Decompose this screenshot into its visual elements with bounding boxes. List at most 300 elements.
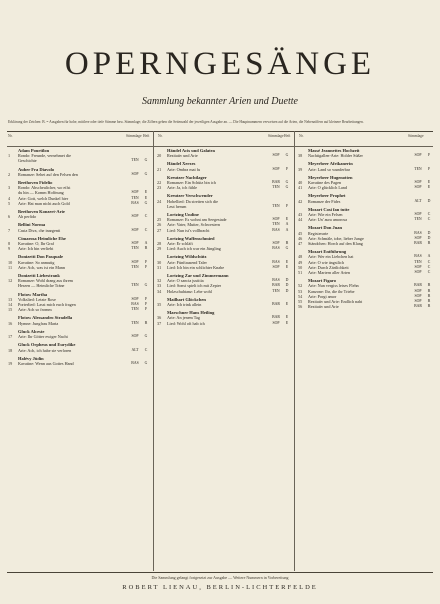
volume-letter: B	[427, 283, 431, 288]
voice-type: SOP	[131, 227, 139, 232]
voice-type: SOP	[131, 334, 139, 339]
entry-title: Arie: Porgi amor	[308, 293, 337, 299]
volume-letter: E	[144, 190, 148, 195]
entry-title: Casta Diva, che inargenti	[18, 227, 61, 233]
composer-work: Marschner Hans Heiling	[167, 310, 215, 316]
composer-work: Kreutzer Verschwender	[167, 193, 213, 199]
composer-work: Lortzing Undine	[167, 212, 199, 218]
column-divider	[294, 131, 295, 571]
volume-letter: E	[427, 185, 431, 190]
composer-work: Lortzing Wildschütz	[167, 254, 207, 260]
entry-row	[157, 246, 291, 251]
entry-number: 2	[8, 171, 11, 177]
entry-row	[8, 228, 150, 233]
entry-row	[8, 172, 150, 177]
entry-number: 52	[298, 283, 303, 289]
composer-work: Meyerbeer Prophet	[308, 193, 346, 199]
volume-letter: C	[427, 217, 431, 222]
entry-number: 12	[8, 278, 13, 284]
voice-type: SOP	[414, 153, 422, 158]
header-page-2: Heft	[284, 134, 291, 138]
volume-letter: E	[285, 315, 289, 320]
composer-work: Flotow Alessandro Stradella	[18, 315, 73, 321]
entry-title: Arie: Fünftausend Taler	[167, 259, 207, 265]
voice-type: SOP	[272, 241, 280, 246]
volume-letter: D	[285, 278, 289, 283]
entry-title: Arie: Ach, was ist ein Mann	[18, 264, 65, 270]
entry-number: 3	[8, 185, 11, 191]
volume-letter: F	[427, 166, 431, 171]
entry-number: 35	[157, 302, 162, 308]
entry-number: 48	[298, 254, 303, 260]
volume-letter: G	[285, 180, 289, 185]
entry-number: 4	[8, 195, 11, 201]
composer-work: Massé Jeannettes Hochzeit	[308, 148, 360, 153]
entry-title: Arie: Ja, ich fühle	[167, 185, 197, 191]
voice-type: BAR	[414, 283, 422, 288]
entry-number: 6	[8, 214, 11, 220]
volume-letter: B	[427, 288, 431, 293]
entry-title: Arie: O wie ängstlich	[308, 259, 344, 265]
volume-letter: G	[285, 185, 289, 190]
volume-letter: B	[427, 241, 431, 246]
volume-letter: G	[144, 200, 148, 205]
header-page-1: Heft	[143, 134, 150, 138]
entry-number: 36	[157, 315, 162, 321]
entry-row	[8, 321, 150, 326]
page-subtitle: Sammlung bekannter Arien und Duette	[142, 96, 298, 107]
composer-work: Händel Acis und Galatea	[167, 148, 215, 153]
composer-work: Meyerbeer Afrikanerin	[308, 161, 353, 167]
entry-number: 5	[8, 200, 11, 206]
entry-number: 34	[157, 288, 162, 294]
column-2	[157, 148, 291, 548]
voice-type: TEN	[414, 166, 422, 171]
voice-type: SOP	[414, 235, 422, 240]
entry-number: 32	[157, 278, 162, 284]
volume-letter: G	[285, 246, 289, 251]
entry-row	[8, 348, 150, 353]
entry-number: 24	[157, 198, 162, 204]
entry-number: 29	[157, 246, 162, 252]
header-no-1: Nr.	[8, 134, 13, 138]
entry-number: 15	[8, 307, 13, 313]
volume-letter: B	[144, 246, 148, 251]
entry-number: 21	[157, 166, 162, 172]
voice-type: BAS	[131, 200, 139, 205]
entry-number: 41	[298, 185, 303, 191]
composer-work: Gluck Orpheus und Eurydike	[18, 342, 76, 348]
volume-letter: F	[144, 296, 148, 301]
entry-title: Arie: Ich bin verliebt	[18, 246, 54, 252]
composer-work: Beethoven Fidelio	[18, 180, 53, 186]
entry-row	[298, 217, 433, 222]
volume-letter: G	[144, 158, 148, 163]
voice-type: SOP	[414, 270, 422, 275]
entry-title: Geschichte	[18, 158, 37, 164]
entry-number: 11	[8, 264, 13, 270]
voice-type: BAR	[414, 241, 422, 246]
entry-title: Lied: Wohl oft hab ich	[167, 320, 205, 326]
header-voice-3: Stimmlage	[408, 134, 424, 138]
entry-row	[8, 307, 150, 312]
composer-work: Adam Pourtilon	[18, 148, 50, 153]
composer-work: Flotow Martha	[18, 291, 48, 297]
voice-type: TEN	[414, 217, 422, 222]
volume-letter: A	[427, 254, 431, 259]
bottom-rule	[7, 572, 433, 573]
entry-title: Arie: Un' aura amorosa	[308, 217, 348, 223]
voice-type: SOP	[414, 293, 422, 298]
entry-number: 27	[157, 227, 162, 233]
entry-title: Arie: Er schläft	[167, 241, 193, 247]
volume-letter: E	[285, 259, 289, 264]
voice-type: SOP	[272, 217, 280, 222]
entry-number: 51	[298, 270, 303, 276]
publisher-imprint: ROBERT LIENAU, BERLIN-LICHTERFELDE	[122, 584, 318, 591]
entry-title: Ständchen: Horch auf den Klang	[308, 241, 363, 247]
entry-number: 26	[157, 222, 162, 228]
entry-number: 42	[298, 198, 303, 204]
composer-work: Donizetti Liebestrank	[18, 273, 60, 279]
entry-row	[157, 228, 291, 233]
entry-title: Rezitativ und Arie	[308, 304, 339, 310]
volume-letter: D	[427, 198, 431, 203]
volume-letter: F	[144, 264, 148, 269]
volume-letter: B	[427, 299, 431, 304]
entry-number: 33	[157, 283, 162, 289]
entry-row	[298, 185, 433, 190]
voice-type: TEN	[414, 259, 422, 264]
voice-type: BAS	[272, 227, 280, 232]
entry-title: Lied: Auch ich war ein Jüngling	[167, 246, 221, 252]
entry-number: 46	[298, 235, 303, 241]
composer-work: Lortzing Zar und Zimmermann	[167, 273, 229, 279]
entry-title: Romanze: Ein Schütz bin ich	[167, 180, 216, 186]
entry-number: 19	[8, 360, 13, 366]
entry-row	[8, 334, 150, 339]
entry-row	[298, 153, 433, 158]
volume-letter: F	[144, 259, 148, 264]
entry-number: 47	[298, 241, 303, 247]
entry-number: 38	[298, 153, 303, 159]
voice-type: SOP	[414, 212, 422, 217]
entry-number: 50	[298, 264, 303, 270]
voice-type: TEN	[131, 195, 139, 200]
entry-number	[157, 204, 167, 209]
volume-letter: F	[285, 203, 289, 208]
voice-type: SOP	[414, 288, 422, 293]
entry-number: 14	[8, 302, 13, 308]
volume-letter: C	[144, 214, 148, 219]
entry-row	[8, 361, 150, 366]
voice-type: BAR	[272, 180, 280, 185]
voice-type: TEN	[131, 307, 139, 312]
entry-row	[8, 158, 150, 163]
voice-type: SOP	[272, 264, 280, 269]
column-divider	[153, 131, 154, 571]
entry-title: Kavatine: So anmutig	[18, 259, 55, 265]
composer-work: Kreutzer Nachtlager	[167, 174, 207, 180]
entry-number: 43	[298, 212, 303, 218]
entry-number: 17	[8, 334, 13, 340]
voice-type: SOP	[131, 296, 139, 301]
entry-row	[157, 265, 291, 270]
voice-type: SOP	[414, 185, 422, 190]
voice-type: BAS	[272, 246, 280, 251]
entry-number: 49	[298, 259, 303, 265]
voice-type: TEN	[272, 222, 280, 227]
entry-title: Arie: Wie ein Felsen	[308, 212, 343, 218]
voice-type: BAS	[131, 302, 139, 307]
entry-row	[8, 283, 150, 288]
entry-title: Volkslied: Letzte Rose	[18, 296, 56, 302]
entry-title: Herzen — Heimliche Träne	[18, 283, 65, 289]
column-1	[8, 148, 150, 548]
volume-letter: E	[285, 264, 289, 269]
entry-title: Nachtigallen-Arie: Holder Süßer	[308, 153, 363, 159]
entry-title: Rondo: Freunde, vernehmet die	[18, 153, 72, 159]
header-rule	[7, 146, 433, 147]
voice-type: TEN	[272, 288, 280, 293]
header-no-2: Nr.	[158, 134, 163, 138]
voice-type: SOP	[131, 190, 139, 195]
entry-title: Arie: Land so wunderbar	[308, 166, 350, 172]
entry-row	[157, 321, 291, 326]
entry-number: 18	[8, 347, 13, 353]
volume-letter: C	[144, 227, 148, 232]
entry-number: 40	[298, 180, 303, 186]
volume-letter: C	[427, 264, 431, 269]
entry-title: Holzschuhtanz: Lebe wohl	[167, 288, 212, 294]
column-3	[298, 148, 433, 548]
composer-work: Händel Xerxes	[167, 161, 196, 167]
entry-number: 45	[298, 230, 303, 236]
entry-number: 53	[298, 288, 303, 294]
composer-work: Auber Fra Diavolo	[18, 166, 55, 172]
entry-number: 55	[298, 299, 303, 305]
top-rule	[7, 131, 433, 132]
entry-row	[157, 153, 291, 158]
entry-title: Arie: Wer ein Liebchen hat	[308, 254, 354, 260]
composer-work: Mozart Figaro	[308, 278, 337, 284]
entry-title: Hymne: Jungfrau Maria	[18, 320, 59, 326]
volume-letter: G	[144, 334, 148, 339]
composer-work: Mailhart Glöckchen	[167, 296, 206, 302]
entry-title: Registerarie	[308, 230, 329, 236]
entry-number: 54	[298, 293, 303, 299]
voice-type: SOP	[131, 214, 139, 219]
voice-type: BAS	[272, 259, 280, 264]
entry-title: Arie: Nun vergiss leises Flehn	[308, 283, 359, 289]
voice-type: SOP	[272, 320, 280, 325]
volume-letter: D	[427, 235, 431, 240]
entry-row	[298, 167, 433, 172]
voice-type: BAS	[414, 230, 422, 235]
entry-number: 25	[157, 217, 162, 223]
entry-number: 9	[8, 246, 11, 252]
entry-title: Arie: Ombra mai fu	[167, 166, 201, 172]
volume-letter: B	[427, 304, 431, 309]
voice-type: BAS	[414, 254, 422, 259]
entry-title: Arie: Gott, welch Dunkel hier	[18, 195, 69, 201]
entry-row	[298, 199, 433, 204]
entry-row	[298, 304, 433, 309]
volume-letter: F	[285, 166, 289, 171]
entry-number: 20	[157, 153, 162, 159]
entry-row	[8, 214, 150, 219]
entry-title: Arie: Ach, ich habe sie verloren	[18, 347, 72, 353]
entry-title: Rezitativ und Arie	[167, 153, 198, 159]
volume-letter: G	[144, 360, 148, 365]
entry-title: Arie: O sancta justitia	[167, 278, 204, 284]
entry-title: Arie: Ihr Götter ewiger Nacht	[18, 334, 68, 340]
entry-number: 10	[8, 259, 13, 265]
entry-row	[157, 185, 291, 190]
volume-letter: E	[144, 195, 148, 200]
entry-title: Arie: An jenem Tag	[167, 315, 201, 321]
entry-title: Lied: Sonst spielt ich mit Zepter	[167, 283, 222, 289]
entry-number	[8, 158, 18, 163]
entry-number: 8	[8, 241, 11, 247]
header-voice-1: Stimmlage	[126, 134, 142, 138]
entry-title: Arie: Vater, Mutter, Schwestern	[167, 222, 220, 228]
volume-letter: C	[144, 347, 148, 352]
entry-title: Lied: Ich bin ein schlichter Knabe	[167, 264, 225, 270]
entry-number: 31	[157, 264, 162, 270]
entry-title: Arie: Durch Zärtlichkeit	[308, 264, 349, 270]
volume-letter: A	[144, 241, 148, 246]
entry-row	[157, 204, 291, 209]
entry-number: 37	[157, 320, 162, 326]
entry-title: du hin — Komm Hoffnung	[18, 190, 64, 196]
volume-letter: C	[427, 212, 431, 217]
legend-text: Erklärung der Zeichen: B. = Ausgaben für hohe, mittlere oder tiefe Stimme bzw. Stimmlage; die Ziffern geben die Seitenzahl der jeweiligen Ausgabe an. — Die Hauptnummern verweisen auf die Arien, die Nebenziffern auf kleinere Bearbeitungen.	[8, 120, 364, 124]
footer-note: Die Sammlung gelangt fortgesetzt zur Ausgabe — Weitere Nummern in Vorbereitung	[151, 575, 289, 580]
volume-letter: A	[285, 222, 289, 227]
voice-type: SOP	[414, 264, 422, 269]
entry-row	[157, 167, 291, 172]
composer-work: Gluck Alceste	[18, 328, 45, 334]
entry-title: Rondo: Abscheulicher, wo eilst	[18, 185, 71, 191]
volume-letter: E	[285, 302, 289, 307]
entry-row	[157, 289, 291, 294]
voice-type: TEN	[131, 264, 139, 269]
entry-title: Ah perfido	[18, 214, 37, 220]
volume-letter: B	[427, 293, 431, 298]
volume-letter: G	[144, 283, 148, 288]
volume-letter: D	[427, 230, 431, 235]
voice-type: BAS	[272, 278, 280, 283]
entry-title: Lied: Nun ist's vollbracht	[167, 227, 210, 233]
volume-letter: F	[144, 307, 148, 312]
voice-type: ALT	[131, 347, 139, 352]
voice-type: SOP	[131, 241, 139, 246]
voice-type: TEN	[272, 203, 280, 208]
volume-letter: C	[427, 270, 431, 275]
volume-letter: E	[427, 180, 431, 185]
voice-type: SOP	[131, 171, 139, 176]
entry-row	[298, 241, 433, 246]
volume-letter: E	[285, 217, 289, 222]
entry-title: Arie: Ach so fromm	[18, 307, 52, 313]
composer-work: Mozart Entführung	[308, 249, 347, 255]
volume-letter: G	[144, 171, 148, 176]
composer-work: Donizetti Don Pasquale	[18, 254, 63, 260]
entry-row	[8, 201, 150, 206]
voice-type: TEN	[131, 158, 139, 163]
entry-title: Kavatine: Wenn aus Gottes Hand	[18, 360, 74, 366]
entry-number: 23	[157, 185, 162, 191]
entry-row	[8, 246, 150, 251]
entry-title: Romanze: Sehet auf den Felsen den	[18, 171, 78, 177]
voice-type: SOP	[272, 166, 280, 171]
entry-title: Rezitativ und Arie: Endlich naht	[308, 299, 363, 305]
entry-row	[8, 265, 150, 270]
entry-number: 56	[298, 304, 303, 310]
volume-letter: A	[285, 227, 289, 232]
voice-type: SOP	[131, 259, 139, 264]
composer-work: Meyerbeer Hugenotten	[308, 174, 353, 180]
entry-number: 30	[157, 259, 162, 265]
composer-work: Lortzing Waffenschmied	[167, 235, 215, 241]
composer-work: Bellini Norma	[18, 222, 46, 228]
composer-work: Mozart Cosi fan tutte	[308, 206, 350, 212]
entry-number	[8, 283, 18, 288]
voice-type: BAS	[131, 360, 139, 365]
entry-title: Arie: Hat man nicht auch Gold	[18, 200, 70, 206]
voice-type: TEN	[272, 185, 280, 190]
entry-number: 16	[8, 320, 13, 326]
voice-type: BAR	[272, 302, 280, 307]
volume-letter: F	[427, 153, 431, 158]
entry-title: Arie: Martern aller Arten	[308, 270, 350, 276]
entry-row	[298, 270, 433, 275]
voice-type: TEN	[131, 283, 139, 288]
voice-type: TEN	[131, 246, 139, 251]
composer-work: Cimarosa Heimliche Ehe	[18, 235, 66, 241]
volume-letter: D	[285, 283, 289, 288]
entry-number: 7	[8, 227, 11, 233]
entry-number: 28	[157, 241, 162, 247]
volume-letter: B	[144, 320, 148, 325]
volume-letter: B	[285, 241, 289, 246]
voice-type: SOP	[414, 299, 422, 304]
entry-title: Romanze der Fides	[308, 198, 341, 204]
entry-number: 39	[298, 166, 303, 172]
voice-type: ALT	[414, 198, 422, 203]
voice-type: BAR	[272, 315, 280, 320]
entry-title: Arie: Ich trink allein	[167, 302, 202, 308]
entry-title: Leut herum	[167, 203, 187, 209]
composer-work: Beethoven Konzert-Arie	[18, 209, 65, 215]
entry-number: 13	[8, 296, 13, 302]
volume-letter: G	[285, 153, 289, 158]
entry-title: Porterlied: Lasst mich euch fragen	[18, 302, 76, 308]
entry-number: 1	[8, 153, 11, 159]
composer-work: Mozart Don Juan	[308, 225, 342, 231]
entry-title: Romanze: Es wohnt am Seegestade	[167, 217, 227, 223]
volume-letter: D	[285, 288, 289, 293]
voice-type: TEN	[131, 320, 139, 325]
voice-type: BAR	[272, 283, 280, 288]
entry-title: Kavatine des Pagen	[308, 180, 342, 186]
entry-row	[157, 302, 291, 307]
entry-title: Romanze: Wohl drang aus ihrem	[18, 278, 73, 284]
entry-number: 44	[298, 217, 303, 223]
entry-number: 22	[157, 180, 162, 186]
header-voice-2: Stimmlage	[268, 134, 284, 138]
